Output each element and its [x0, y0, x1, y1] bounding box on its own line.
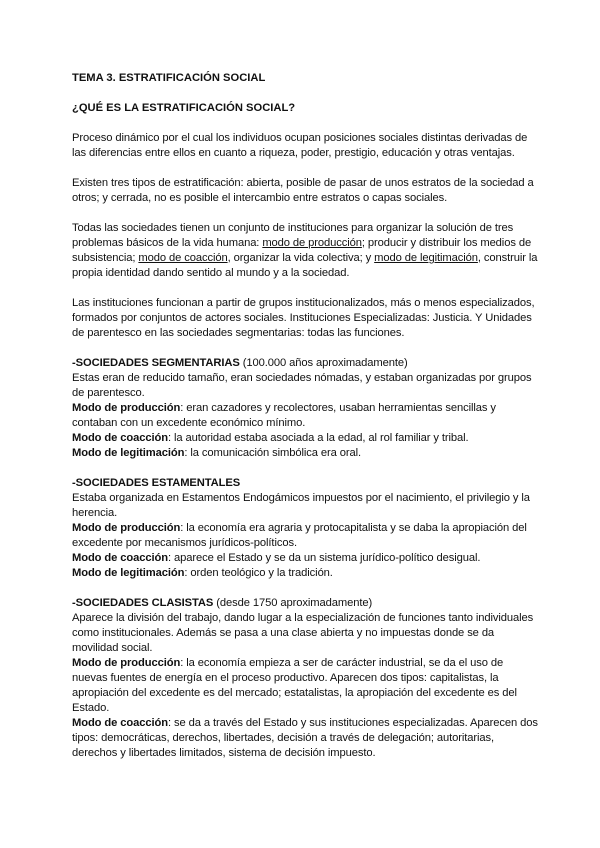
clasistas-produccion: Modo de producción: la economía empieza a ser de carácter industrial, se da el uso de nuevas fuentes de energía en el proceso productivo. Aparecen dos tipos: capitalistas, la apropiación del excedente es del mercado; estatalistas, la apropiación del excedente es del Estado. [72, 657, 517, 714]
p3-text-a: Todas las sociedades tienen un conjunto de instituciones para organizar la solución de tres problemas básicos de la vida humana: [72, 222, 514, 249]
paragraph-types: Existen tres tipos de estratificación: abierta, posible de pasar de unos estratos de la sociedad a otros; y cerrada, no es posible el intercambio entre estratos o capas sociales. [72, 177, 534, 204]
section-clasistas-heading: -SOCIEDADES CLASISTAS (desde 1750 aproximadamente) [72, 597, 373, 609]
clasistas-intro: Aparece la división del trabajo, dando lugar a la especialización de funciones tanto individuales como institucionales. Además se pasa a una clase abierta y no impuestas donde se da movilidad social. [72, 612, 534, 654]
segmentarias-intro: Estas eran de reducido tamaño, eran sociedades nómadas, y estaban organizadas por grupos de parentesco. [72, 372, 532, 399]
term-modo-produccion: modo de producción [262, 237, 362, 249]
section-estamentales-heading: -SOCIEDADES ESTAMENTALES [72, 477, 241, 489]
paragraph-definition: Proceso dinámico por el cual los individuos ocupan posiciones sociales distintas derivadas de las diferencias entre ellos en cuanto a riqueza, poder, prestigio, educación y otras ventajas. [72, 132, 528, 159]
estamentales-intro: Estaba organizada en Estamentos Endogámicos impuestos por el nacimiento, el privilegio y la herencia. [72, 492, 530, 519]
paragraph-institutions [72, 221, 540, 281]
p3-text-d: , construir la propia identidad dando sentido al mundo y a la sociedad. [72, 252, 538, 279]
segmentarias-produccion: Modo de producción: eran cazadores y recolectores, usaban herramientas sencillas y contaban con un excedente económico mínimo. [72, 402, 496, 429]
p3-text-c: , organizar la vida colectiva; y [227, 252, 375, 264]
estamentales-legitimacion: Modo de legitimación: orden teológico y la tradición. [72, 567, 333, 579]
term-modo-legitimacion: modo de legitimación [374, 252, 478, 264]
p3-text-b: ; producir y distribuir los medios de subsistencia; [72, 237, 532, 264]
document-title: TEMA 3. ESTRATIFICACIÓN SOCIAL [72, 72, 266, 84]
paragraph-groups: Las instituciones funcionan a partir de grupos institucionalizados, más o menos especializados, formados por conjuntos de actores sociales. Instituciones Especializadas: Justicia. Y Unidades de parentesco en las sociedades segmentarias: todas las funciones. [72, 297, 535, 339]
clasistas-coaccion: Modo de coacción: se da a través del Estado y sus instituciones especializadas. Aparecen dos tipos: democráticas, derechos, libertades, decisión a través de delegación; autoritarias, derechos y libertades limitados, sistema de decisión impuesto. [72, 717, 538, 759]
estamentales-coaccion: Modo de coacción: aparece el Estado y se da un sistema jurídico-político desigual. [72, 552, 481, 564]
section-question-heading: ¿QUÉ ES LA ESTRATIFICACIÓN SOCIAL? [72, 102, 296, 114]
term-modo-coaccion: modo de coacción [138, 252, 228, 264]
section-segmentarias-heading: -SOCIEDADES SEGMENTARIAS (100.000 años aproximadamente) [72, 357, 408, 369]
segmentarias-coaccion: Modo de coacción: la autoridad estaba asociada a la edad, al rol familiar y tribal. [72, 432, 469, 444]
estamentales-produccion: Modo de producción: la economía era agraria y protocapitalista y se daba la apropiación del excedente por mecanismos jurídicos-políticos. [72, 522, 527, 549]
segmentarias-legitimacion: Modo de legitimación: la comunicación simbólica era oral. [72, 447, 361, 459]
